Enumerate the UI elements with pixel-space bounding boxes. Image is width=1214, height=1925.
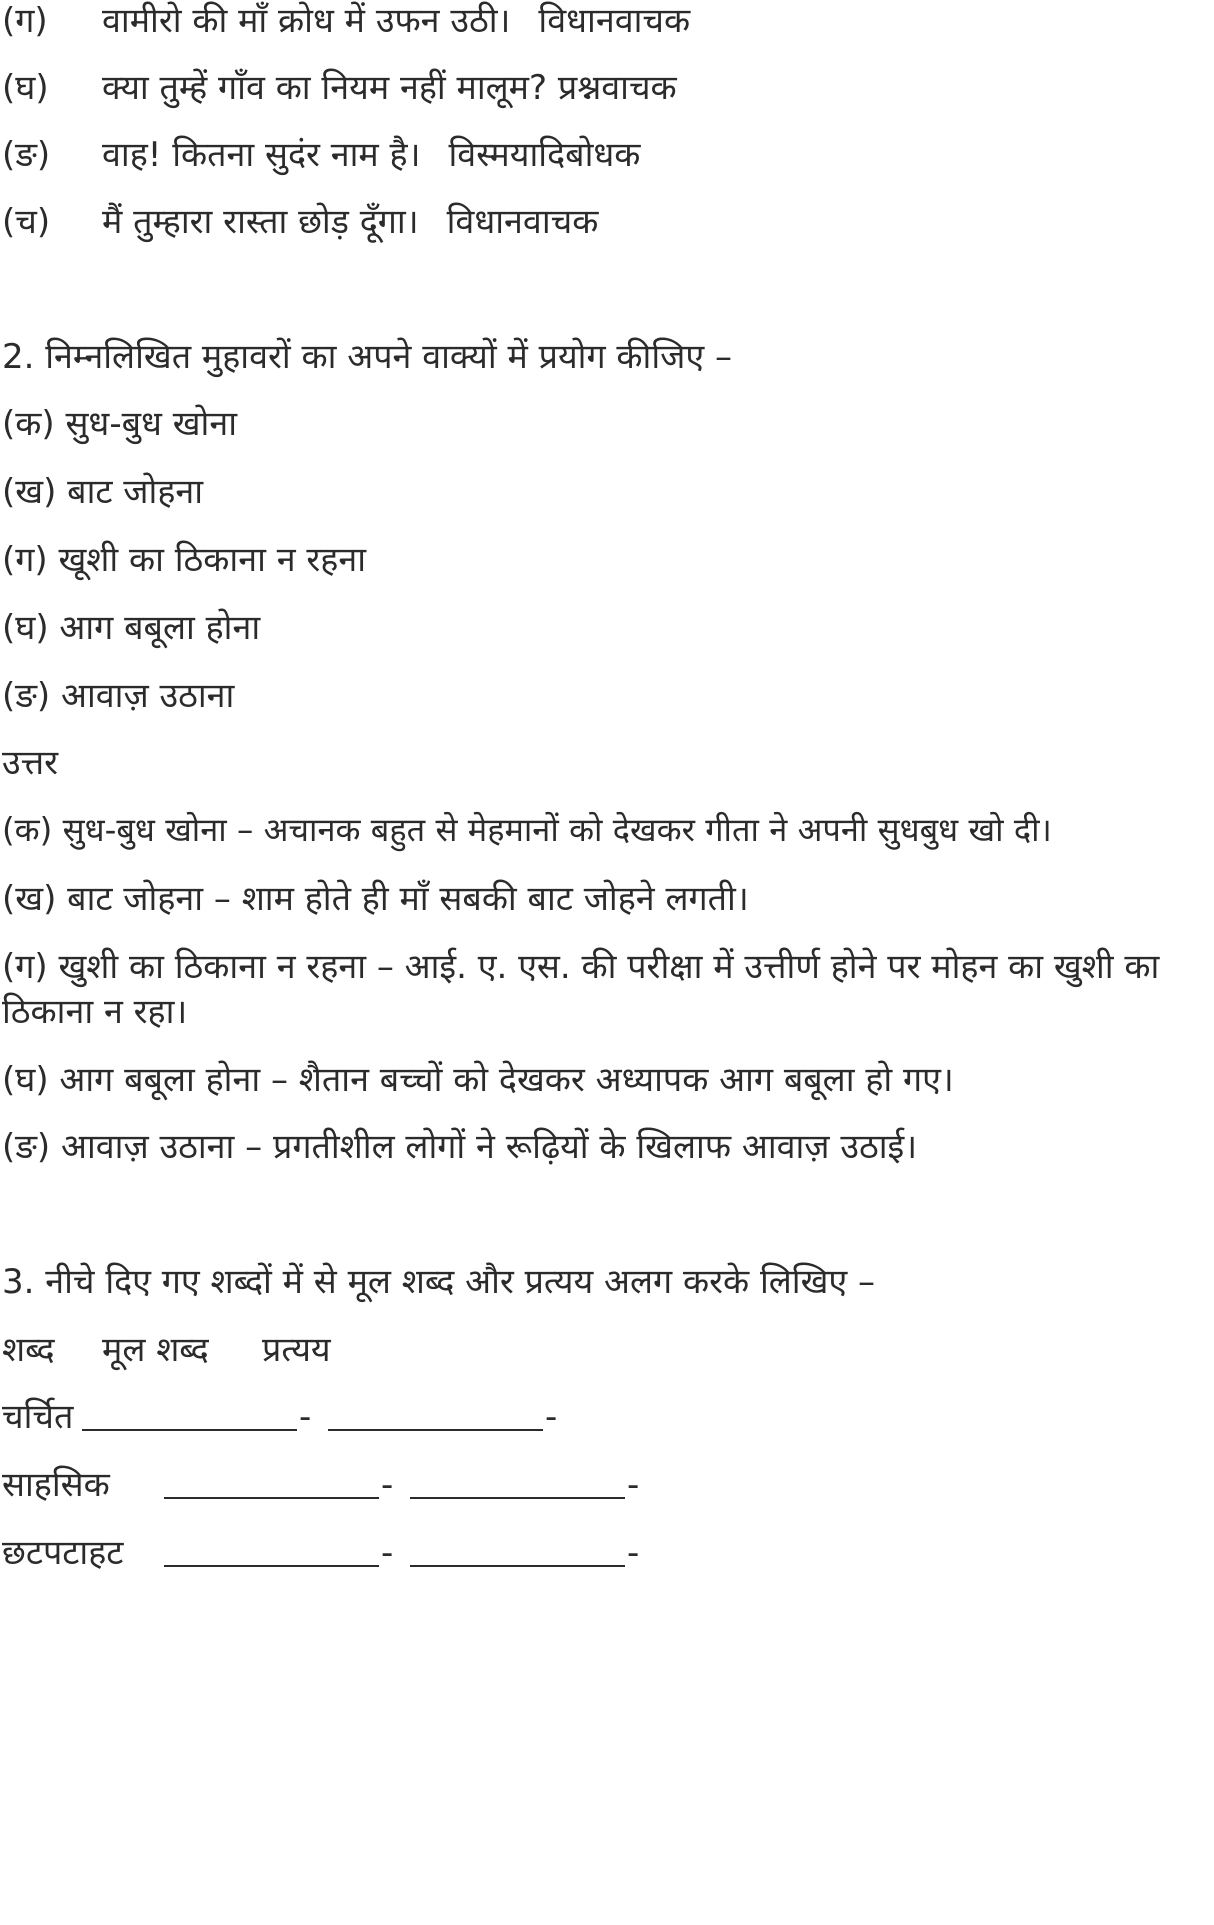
word-text: चर्चित [2, 1397, 74, 1437]
table-row [2, 1396, 73, 1439]
root-word-blank[interactable]: - [164, 1464, 393, 1507]
sentence-text: वामीरो की माँ क्रोध में उफन उठी। [102, 1, 511, 41]
root-word-blank[interactable]: - [82, 1396, 311, 1439]
idiom-answer: (ग) खुशी का ठिकाना न रहना – आई. ए. एस. की परीक्षा में उत्तीर्ण होने पर मोहन का खुशी का ठिकाना न रहा। [2, 947, 1160, 1032]
header-suffix: प्रत्यय [262, 1330, 331, 1370]
answer-row [2, 0, 690, 43]
word-text: साहसिक [2, 1465, 110, 1505]
idiom-item: (क) सुध-बुध खोना [2, 404, 238, 444]
item-marker: (ङ) [2, 135, 51, 175]
sentence-text: वाह! कितना सुदंर नाम है। [102, 135, 421, 175]
sentence-type: विधानवाचक [538, 1, 691, 41]
idiom-answer: (ख) बाट जोहना – शाम होते ही माँ सबकी बाट जोहने लगती। [2, 879, 749, 919]
sentence-text: क्या तुम्हें गाँव का नियम नहीं मालूम? प्रश्नवाचक [102, 68, 677, 108]
idiom-answer: (क) सुध-बुध खोना – अचानक बहुत से मेहमानों को देखकर गीता ने अपनी सुधबुध खो दी। [2, 811, 1052, 849]
word-text: छटपटाहट [2, 1533, 124, 1573]
item-marker: (ग) [2, 1, 48, 41]
answer-row [2, 134, 640, 177]
sentence-type: विधानवाचक [446, 202, 599, 242]
root-word-blank[interactable]: - [164, 1532, 393, 1575]
suffix-blank[interactable]: - [328, 1396, 557, 1439]
idiom-answer: (घ) आग बबूला होना – शैतान बच्चों को देखकर अध्यापक आग बबूला हो गए। [2, 1060, 954, 1100]
idiom-item: (ङ) आवाज़ उठाना [2, 676, 235, 716]
question-2-text: 2. निम्नलिखित मुहावरों का अपने वाक्यों में प्रयोग कीजिए – [2, 337, 732, 377]
suffix-blank[interactable]: - [410, 1464, 639, 1507]
answer-row [2, 67, 705, 110]
table-row [2, 1532, 123, 1575]
answer-label: उत्तर [2, 743, 59, 783]
question-3-text: 3. नीचे दिए गए शब्दों में से मूल शब्द और प्रत्यय अलग करके लिखिए – [2, 1262, 876, 1302]
suffix-blank[interactable]: - [410, 1532, 639, 1575]
idiom-answer: (ङ) आवाज़ उठाना – प्रगतीशील लोगों ने रूढ़ियों के खिलाफ आवाज़ उठाई। [2, 1127, 918, 1167]
header-word: शब्द [2, 1330, 55, 1370]
idiom-item: (घ) आग बबूला होना [2, 608, 261, 648]
table-row [2, 1464, 110, 1507]
sentence-text: मैं तुम्हारा रास्ता छोड़ दूँगा। [102, 202, 419, 242]
header-root-word: मूल शब्द [102, 1330, 209, 1370]
idiom-item: (ग) खूशी का ठिकाना न रहना [2, 540, 367, 580]
table-header [2, 1329, 331, 1372]
answer-row [2, 201, 598, 244]
item-marker: (घ) [2, 68, 49, 108]
item-marker: (च) [2, 202, 51, 242]
sentence-type: विस्मयादिबोधक [448, 135, 641, 175]
idiom-item: (ख) बाट जोहना [2, 472, 204, 512]
